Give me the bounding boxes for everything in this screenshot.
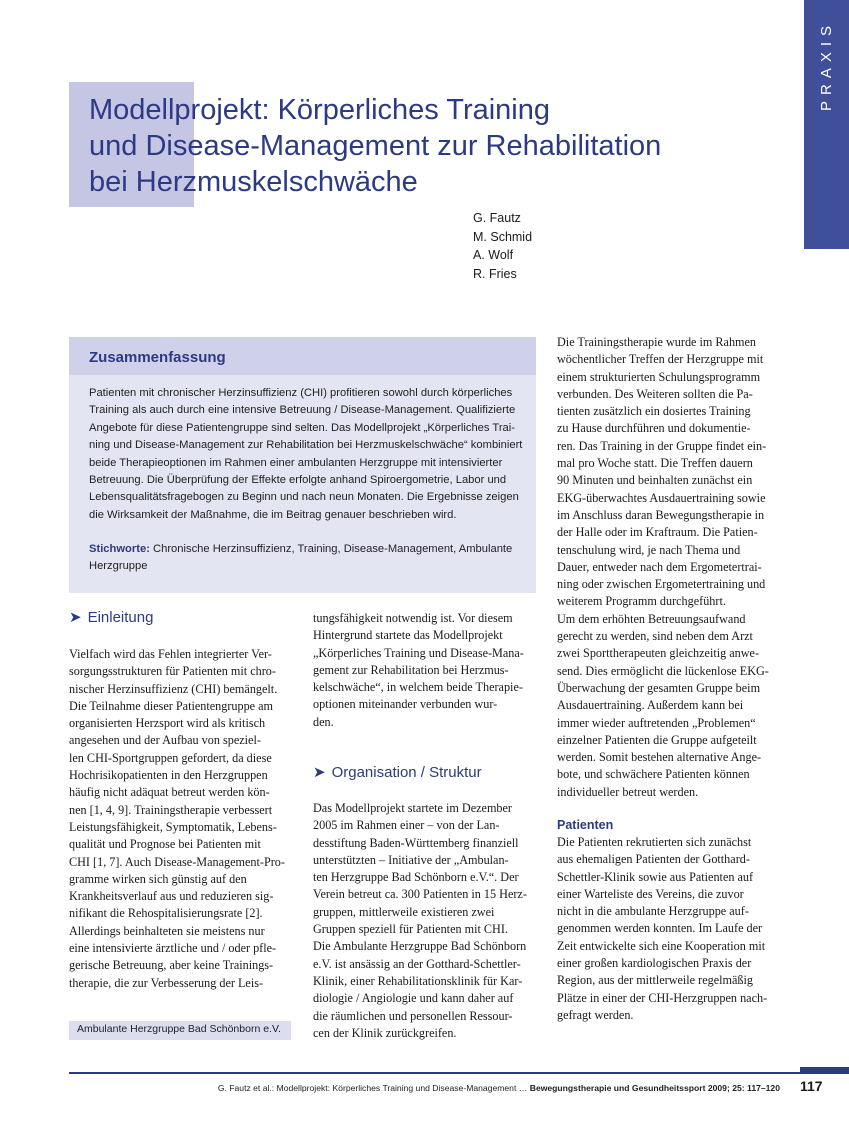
title-line: und Disease-Management zur Rehabilitation	[89, 130, 662, 162]
text-line: nischer Herzinsuffizienz (CHI) bemängelt.	[69, 681, 278, 696]
keywords-text: Chronische Herzinsuffizienz, Training, Disease-Management, Ambulante	[153, 543, 513, 555]
arrow-right-icon: ➤	[313, 764, 326, 781]
text-line: Die Trainingstherapie wurde im Rahmen	[557, 335, 757, 349]
keywords-line	[89, 541, 519, 558]
author-list	[473, 209, 532, 283]
text-line: den.	[313, 714, 334, 729]
footer-journal: Bewegungstherapie und Gesundheitssport 2009; 25: 117–120	[529, 1083, 780, 1093]
text-line: EKG-überwachtes Ausdauertraining sowie	[557, 490, 766, 505]
footer-citation-text: G. Fautz et al.: Modellprojekt: Körperliches Training und Disease-Management …	[217, 1083, 530, 1093]
text-line: nicht in die ambulante Herzgruppe auf-	[557, 904, 749, 919]
text-line: tenschulung wird, je nach Thema und	[557, 542, 741, 557]
text-line: zwei Sporttherapeuten gleichzeitig anwe-	[557, 646, 760, 661]
section-heading-text: Organisation / Struktur	[331, 764, 482, 781]
text-line: gerische Betreuung, aber keine Trainings-	[69, 958, 274, 973]
text-line: sorgungsstrukturen für Patienten mit chro-	[69, 664, 276, 679]
abstract-line: Angebote für diese Patientengruppe sind selten. Das Modellprojekt „Körperliches Trai-	[89, 421, 515, 434]
text-line: ten Herzgruppe Bad Schönborn e.V.“. Der	[313, 870, 519, 885]
text-line: optionen miteinander verbunden wur-	[313, 697, 498, 712]
text-line: gerecht zu werden, sind neben dem Arzt	[557, 629, 753, 644]
text-line: e.V. ist ansässig an der Gotthard-Schettler-	[313, 956, 521, 971]
author: M. Schmid	[473, 229, 533, 244]
keywords-label: Stichworte:	[89, 543, 150, 555]
text-line: Hochrisikopatienten in den Herzgruppen	[69, 768, 268, 783]
footer-citation	[160, 1083, 780, 1093]
text-line: Um dem erhöhten Betreuungsaufwand	[557, 611, 746, 626]
column-2-text-bottom	[313, 800, 527, 1042]
text-line: Region, aus der mittlerweile regelmäßig	[557, 973, 753, 988]
abstract-line: Lebensqualitätsfragebogen zu Beginn und nach neun Monaten. Die Ergebnisse zeigen	[89, 491, 519, 504]
footer-accent	[800, 1067, 849, 1073]
text-line: einer großen kardiologischen Praxis der	[557, 956, 752, 971]
text-line: bote, und schwächere Patienten können	[557, 767, 750, 782]
text-line: Klinik, einer Rehabilitationsklinik für Kar-	[313, 973, 523, 988]
text-line: diologie / Angiologie und kann daher auf	[313, 991, 514, 1006]
text-line: Krankheitsverlauf aus und reduzieren sig-	[69, 889, 274, 904]
text-line: gramme wirken sich günstig auf den	[69, 871, 247, 886]
text-line: Allerdings beinhalteten sie meistens nur	[69, 923, 265, 938]
text-line: len CHI-Sportgruppen gefordert, da diese	[69, 750, 272, 765]
text-line: Die Teilnahme dieser Patientengruppe am	[69, 698, 274, 713]
text-line: wöchentlicher Treffen der Herzgruppe mit	[557, 352, 764, 367]
page-number: 117	[800, 1078, 823, 1094]
text-line: der Halle oder im Kraftraum. Die Patien-	[557, 525, 758, 540]
text-line: häufig nicht adäquat betreut werden kön-	[69, 785, 270, 800]
title-line: Modellprojekt: Körperliches Training	[89, 94, 550, 126]
text-line: Die Patienten rekrutierten sich zunächst	[557, 835, 752, 849]
text-line: Leistungsfähigkeit, Symptomatik, Lebens-	[69, 819, 277, 834]
text-line: therapie, die zur Verbesserung der Leis-	[69, 975, 264, 990]
text-line: 90 Minuten und beinhalten zunächst ein	[557, 473, 753, 488]
text-line: Verein betreut ca. 300 Patienten in 15 Herz-	[313, 887, 527, 902]
text-line: ren. Das Training in der Gruppe findet ein-	[557, 438, 767, 453]
text-line: einem strukturierten Schulungsprogramm	[557, 369, 761, 384]
text-line: gruppen, mittlerweile existieren zwei	[313, 904, 495, 919]
text-line: Schettler-Klinik sowie aus Patienten auf	[557, 869, 754, 884]
text-line: genommen werden konnten. Im Laufe der	[557, 921, 763, 936]
text-line: aus ehemaligen Patienten der Gotthard-	[557, 852, 750, 867]
column-1-text	[69, 646, 285, 992]
abstract-heading: Zusammenfassung	[89, 349, 226, 366]
text-line: mal pro Woche statt. Die Treffen dauern	[557, 456, 753, 471]
text-line: Ausdauertraining. Außerdem kann bei	[557, 698, 744, 713]
text-line: Zeit entwickelte sich eine Kooperation mit	[557, 938, 766, 953]
text-line: nifikant die Rehospitalisierungsrate [2].	[69, 906, 263, 921]
column-3-text-top	[557, 334, 769, 801]
text-line: desstiftung Baden-Württemberg finanziell	[313, 835, 519, 850]
text-line: ning oder zwischen Ergometertraining und	[557, 577, 766, 592]
text-line: Vielfach wird das Fehlen integrierter Ver-	[69, 647, 272, 661]
text-line: einer Warteliste des Vereins, die zuvor	[557, 886, 744, 901]
section-heading-text: Einleitung	[87, 609, 154, 626]
text-line: CHI [1, 7]. Auch Disease-Management-Pro-	[69, 854, 285, 869]
column-2-text-top	[313, 610, 524, 731]
footer-rule	[69, 1072, 849, 1074]
text-line: unterstützten – Initiative der „Ambulan-	[313, 852, 509, 867]
text-line: organisierten Herzsport wird als kritisch	[69, 716, 266, 731]
abstract-line: ning und Disease-Management zur Rehabilitation bei Herzmuskelschwäche“ kombiniert	[89, 439, 523, 452]
text-line: cen der Klinik zurückgreifen.	[313, 1025, 457, 1040]
text-line: Überwachung der gesamten Gruppe beim	[557, 680, 761, 695]
text-line: Dauer, entweder nach dem Ergometertrai-	[557, 559, 762, 574]
text-line: im Anschluss daran Bewegungstherapie in	[557, 507, 765, 522]
abstract-line: Patienten mit chronischer Herzinsuffizienz (CHI) profitieren sowohl durch körperliches	[89, 387, 513, 399]
text-line: Die Ambulante Herzgruppe Bad Schönborn	[313, 939, 527, 954]
text-line: kelschwäche“, in welchem beide Therapie-	[313, 680, 523, 695]
text-line: angesehen und der Aufbau von speziel-	[69, 733, 261, 748]
author: R. Fries	[473, 266, 517, 281]
text-line: die räumlichen und personellen Ressour-	[313, 1008, 513, 1023]
section-tab-label: PRAXIS	[818, 20, 835, 112]
text-line: nen [1, 4, 9]. Trainingstherapie verbessert	[69, 802, 273, 817]
column-3-text-bottom	[557, 834, 767, 1024]
text-line: verbunden. Des Weiteren sollten die Pa-	[557, 386, 753, 401]
keywords	[89, 541, 519, 576]
text-line: Das Modellprojekt startete im Dezember	[313, 801, 512, 815]
abstract-line: beide Therapieoptionen im Rahmen einer ambulanten Herzgruppe mit intensivierter	[89, 456, 503, 469]
text-line: Gruppen speziell für Patienten mit CHI.	[313, 922, 508, 937]
text-line: gement zur Rehabilitation bei Herzmus-	[313, 662, 509, 677]
abstract-line: die Wirksamkeit der Maßnahme, die im Beitrag genauer beschrieben wird.	[89, 508, 457, 521]
subheading-patienten: Patienten	[557, 818, 614, 832]
abstract-line: Training als auch durch eine intensive Betreuung / Disease-Management. Qualifizierte	[89, 404, 516, 417]
article-title	[89, 92, 789, 200]
text-line: Plätze in einer der CHI-Herzgruppen nach-	[557, 990, 768, 1005]
text-line: „Körperliches Training und Disease-Mana-	[313, 645, 524, 660]
text-line: tienten zusätzlich ein dosiertes Training	[557, 404, 751, 419]
text-line: eine intensivierte ärztliche und / oder pfle-	[69, 941, 277, 956]
text-line: individueller betreut werden.	[557, 784, 699, 799]
title-line: bei Herzmuskelschwäche	[89, 166, 418, 198]
text-line: 2005 im Rahmen einer – von der Lan-	[313, 818, 500, 833]
abstract-line: Betreuung. Die Überprüfung der Effekte erfolgte anhand Spiroergometrie, Labor und	[89, 474, 507, 487]
author: G. Fautz	[473, 211, 521, 225]
text-line: send. Dies ermöglicht die lückenlose EKG-	[557, 663, 769, 678]
text-line: weiterem Programm durchgeführt.	[557, 594, 726, 609]
section-heading-organisation	[313, 763, 482, 781]
caption: Ambulante Herzgruppe Bad Schönborn e.V.	[77, 1023, 281, 1035]
text-line: qualität und Prognose bei Patienten mit	[69, 837, 261, 852]
text-line: tungsfähigkeit notwendig ist. Vor diesem	[313, 611, 513, 625]
keywords-line: Herzgruppe	[89, 560, 148, 573]
section-heading-einleitung	[69, 608, 153, 626]
text-line: werden. Somit bestehen alternative Ange-	[557, 750, 762, 765]
text-line: einzelner Patienten die Gruppe aufgeteilt	[557, 732, 757, 747]
arrow-right-icon: ➤	[69, 609, 82, 626]
text-line: Hintergrund startete das Modellprojekt	[313, 628, 503, 643]
text-line: zu Hause durchführen und dokumentie-	[557, 421, 751, 436]
author: A. Wolf	[473, 248, 514, 262]
text-line: immer wieder auftretenden „Problemen“	[557, 715, 756, 730]
abstract-text	[89, 385, 523, 524]
text-line: gefragt werden.	[557, 1007, 634, 1022]
